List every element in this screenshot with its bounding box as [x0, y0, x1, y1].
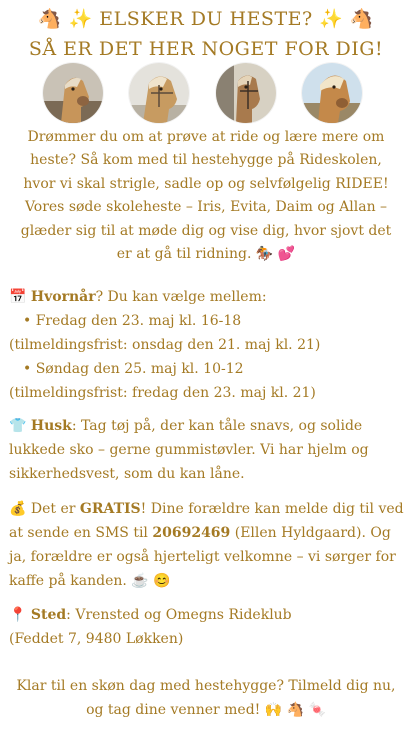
- gratis-section: [9, 497, 404, 593]
- money-bag-icon: 💰: [9, 501, 27, 517]
- headline-line-1: 🐴 ✨ ELSKER DU HESTE? ✨ 🐴: [37, 8, 375, 30]
- calendar-icon: 📅: [9, 289, 27, 305]
- husk-label: Husk: [30, 418, 72, 434]
- sted-text: : Vrensted og Omegns Rideklub: [66, 607, 292, 623]
- gratis-pre: Det er: [30, 501, 80, 517]
- phone-number[interactable]: 20692469: [152, 525, 231, 541]
- sted-line: [9, 603, 404, 627]
- sted-label: Sted: [30, 607, 67, 623]
- husk-section: [9, 414, 404, 486]
- headline-line-2: SÅ ER DET HER NOGET FOR DIG!: [28, 38, 384, 60]
- horse-photo-4-image: [302, 63, 362, 123]
- sted-section: [9, 603, 404, 651]
- when-label: Hvornår: [30, 289, 96, 305]
- gratis-mid: ! Dine forældre kan melde dig til ved at sende en SMS til: [9, 501, 404, 541]
- horse-photo-3[interactable]: [216, 63, 276, 123]
- husk-text: : Tag tøj på, der kan tåle snavs, og solide lukkede sko – gerne gummistøvler. Vi har hjelm og sikkerhedsvest, som du kan låne.: [9, 418, 369, 482]
- when-option-1-date: • Fredag den 23. maj kl. 16-18: [23, 313, 242, 329]
- when-option-2-date-text: Søndag den 25. maj kl. 10-12: [35, 361, 244, 377]
- sted-address: (Feddet 7, 9480 Løkken): [9, 631, 184, 647]
- horse-photo-4[interactable]: [302, 63, 362, 123]
- when-section: [9, 285, 404, 405]
- horse-photo-1-image: [43, 63, 103, 123]
- pin-icon: 📍: [9, 607, 27, 623]
- when-heading-line: [9, 285, 404, 309]
- when-option-2-date: • Søndag den 25. maj kl. 10-12: [23, 361, 244, 377]
- horse-photo-2-image: [129, 63, 189, 123]
- horse-photo-3-image: [216, 63, 276, 123]
- outro-paragraph: Klar til en skøn dag med hestehygge? Tilmeld dig nu, og tag dine venner med! 🙌 🐴 🍬: [16, 678, 396, 718]
- intro-paragraph: Drømmer du om at prøve at ride og lære mere om heste? Så kom med til hestehygge på Rideskolen, hvor vi skal strigle, sadle op og selvfølgelig RIDEE! Vores søde skoleheste – Iris, Evita, Daim og Allan – glæder sig til at møde dig og vise dig, hvor sjovt det er at gå til ridning. 🏇 💕: [20, 129, 392, 263]
- gratis-label: GRATIS: [79, 501, 141, 517]
- shirt-icon: 👕: [9, 418, 27, 434]
- gratis-post: (Ellen Hyldgaard). Og ja, forældre er også hjerteligt velkomne – vi sørger for kaffe på kanden. ☕ 😊: [9, 525, 396, 589]
- when-option-1-date-text: Fredag den 23. maj kl. 16-18: [35, 313, 242, 329]
- horse-photo-1[interactable]: [43, 63, 103, 123]
- horse-photos-row: [0, 63, 412, 127]
- when-text: ? Du kan vælge mellem:: [95, 289, 267, 305]
- when-option-1-deadline: (tilmeldingsfrist: onsdag den 21. maj kl. 21): [9, 337, 321, 353]
- when-option-2-deadline: (tilmeldingsfrist: fredag den 23. maj kl. 21): [9, 385, 316, 401]
- horse-photo-2[interactable]: [129, 63, 189, 123]
